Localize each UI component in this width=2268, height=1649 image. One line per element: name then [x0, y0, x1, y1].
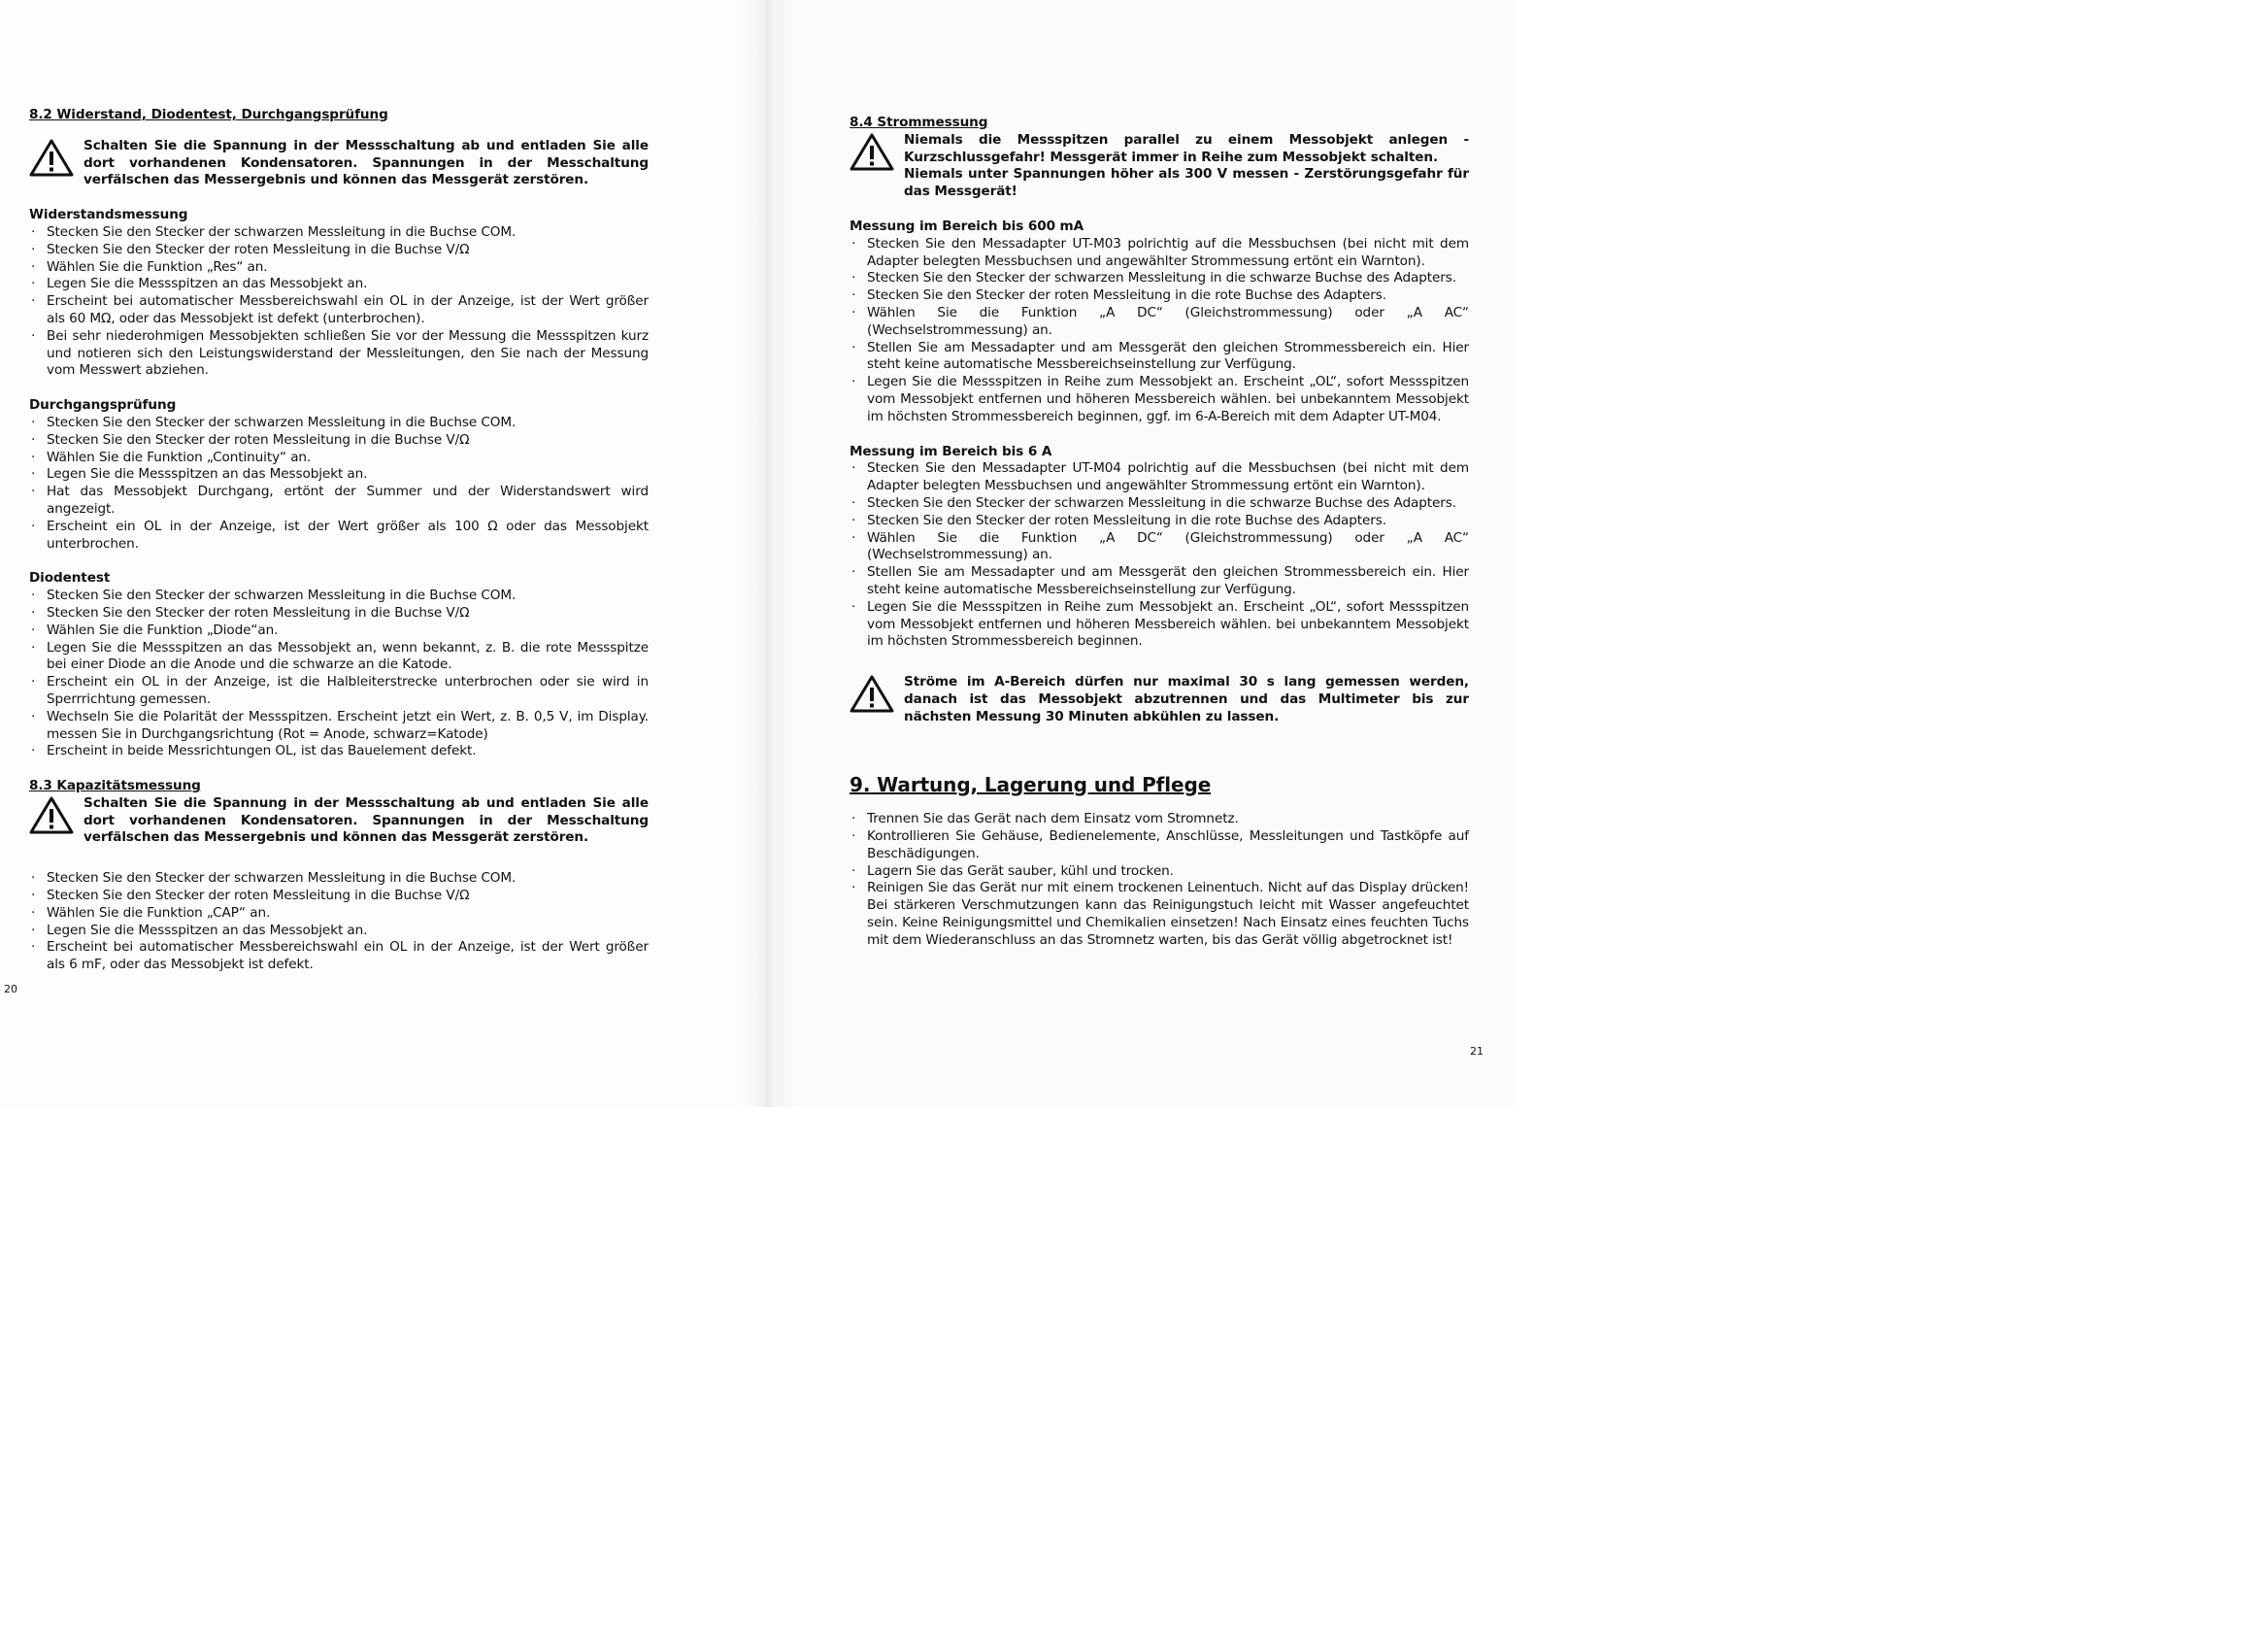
subsection-title: Messung im Bereich bis 6 A [850, 443, 1052, 459]
list-item: · Trennen Sie das Gerät nach dem Einsatz vom Stromnetz. [850, 811, 1469, 828]
warning-text: Ströme im A-Bereich dürfen nur maximal 30 s lang gemessen werden, danach ist das Messobjekt abzutrennen und das Multimeter bis zur nächsten Messung 30 Minuten abkühlen zu lassen. [904, 674, 1469, 724]
list-item: · Stecken Sie den Stecker der schwarzen Messleitung in die Buchse COM. [29, 870, 649, 888]
list-item: · Erscheint in beide Messrichtungen OL, ist das Bauelement defekt. [29, 743, 649, 760]
subsection-title: Diodentest [29, 570, 111, 587]
subsection-title: Messung im Bereich bis 600 mA [850, 218, 1084, 234]
list-item: · Stecken Sie den Stecker der roten Messleitung in die rote Buchse des Adapters. [850, 513, 1469, 530]
durchgang-list [29, 415, 649, 553]
list-item: · Stecken Sie den Stecker der schwarzen Messleitung in die schwarze Buchse des Adapters. [850, 270, 1469, 287]
list-item: · Wählen Sie die Funktion „Continuity“ an. [29, 450, 649, 467]
list-item: · Legen Sie die Messspitzen an das Messobjekt an. [29, 923, 649, 940]
section-8-4-title: 8.4 Strommessung [850, 115, 988, 130]
list-item: · Wählen Sie die Funktion „CAP“ an. [29, 905, 649, 923]
list-item: · Legen Sie die Messspitzen in Reihe zum Messobjekt an. Erscheint „OL“, sofort Messspitzen vom Messobjekt entfernen und höheren Messbereich wählen. bei unbekanntem Messobjekt im höchsten Strommessbereich beginnen, ggf. im 6-A-Bereich mit dem Adapter UT-M04. [850, 374, 1469, 425]
list-item: · Wechseln Sie die Polarität der Messspitzen. Erscheint jetzt ein Wert, z. B. 0,5 V, im Display. messen Sie in Durchgangsrichtung (Rot = Anode, schwarz=Katode) [29, 709, 649, 744]
subsection-title: Widerstandsmessung [29, 207, 188, 223]
list-item: · Hat das Messobjekt Durchgang, ertönt der Summer und der Widerstandswert wird angezeigt. [29, 484, 649, 519]
list-item: · Legen Sie die Messspitzen an das Messobjekt an. [29, 466, 649, 484]
list-item: · Stecken Sie den Stecker der schwarzen Messleitung in die Buchse COM. [29, 224, 649, 242]
right-column [850, 115, 1469, 950]
list-item: · Erscheint bei automatischer Messbereichswahl ein OL in der Anzeige, ist der Wert größer als 6 mF, oder das Messobjekt ist defekt. [29, 939, 649, 974]
list-item: · Stecken Sie den Stecker der roten Messleitung in die rote Buchse des Adapters. [850, 287, 1469, 305]
list-item: · Stecken Sie den Stecker der schwarzen Messleitung in die Buchse COM. [29, 588, 649, 605]
list-item: · Stecken Sie den Stecker der roten Messleitung in die Buchse V/Ω [29, 432, 649, 450]
list-item: · Legen Sie die Messspitzen an das Messobjekt an, wenn bekannt, z. B. die rote Messspitze bei einer Diode an die Anode und die schwarze an die Katode. [29, 640, 649, 675]
manual-spread [0, 0, 1515, 1107]
list-item: · Wählen Sie die Funktion „A DC“ (Gleichstrommessung) oder „A AC“ (Wechselstrommessung) an. [850, 305, 1469, 340]
bereich-6a-list [850, 460, 1469, 651]
list-item: · Reinigen Sie das Gerät nur mit einem trockenen Leinentuch. Nicht auf das Display drücken! Bei stärkeren Verschmutzungen kann das Reinigungstuch leicht mit Wasser angefeuchtet sein. Keine Reinigungsmittel und Chemikalien einsetzen! Nach Einsatz eines feuchten Tuchs mit dem Wiederanschluss an das Stromnetz warten, bis das Gerät völlig abgetrocknet ist! [850, 880, 1469, 949]
list-item: · Stecken Sie den Stecker der roten Messleitung in die Buchse V/Ω [29, 605, 649, 623]
list-item: · Erscheint ein OL in der Anzeige, ist die Halbleiterstrecke unterbrochen oder sie wird in Sperrrichtung gemessen. [29, 674, 649, 709]
list-item: · Legen Sie die Messspitzen in Reihe zum Messobjekt an. Erscheint „OL“, sofort Messspitzen vom Messobjekt entfernen und höheren Messbereich wählen. bei unbekanntem Messobjekt im höchsten Strommessbereich beginnen. [850, 599, 1469, 651]
bereich-600ma-list [850, 236, 1469, 426]
warning-triangle-icon [850, 674, 904, 713]
subsection-title: Durchgangsprüfung [29, 397, 177, 414]
list-item: · Erscheint ein OL in der Anzeige, ist der Wert größer als 100 Ω oder das Messobjekt unterbrochen. [29, 519, 649, 554]
list-item: · Stecken Sie den Stecker der roten Messleitung in die Buchse V/Ω [29, 242, 649, 259]
list-item: · Kontrollieren Sie Gehäuse, Bedienelemente, Anschlüsse, Messleitungen und Tastköpfe auf Beschädigungen. [850, 828, 1469, 863]
warning-text: Schalten Sie die Spannung in der Messschaltung ab und entladen Sie alle dort vorhandenen Kondensatoren. Spannungen in der Messchaltung verfälschen das Messergebnis und können das Messgerät zerstören. [83, 137, 649, 188]
page-gutter [738, 0, 796, 1107]
wartung-list [850, 811, 1469, 949]
warning-text: Schalten Sie die Spannung in der Messschaltung ab und entladen Sie alle dort vorhandenen Kondensatoren. Spannungen in der Messchaltung verfälschen das Messergebnis und können das Messgerät zerstören. [83, 794, 649, 846]
list-item: · Wählen Sie die Funktion „Diode“an. [29, 623, 649, 640]
kapazitaet-list [29, 870, 649, 974]
list-item: · Wählen Sie die Funktion „A DC“ (Gleichstrommessung) oder „A AC“ (Wechselstrommessung) an. [850, 530, 1469, 565]
diodentest-list [29, 588, 649, 760]
list-item: · Legen Sie die Messspitzen an das Messobjekt an. [29, 276, 649, 293]
section-9-title: 9. Wartung, Lagerung und Pflege [850, 772, 1212, 796]
warning-text [904, 132, 1469, 201]
warning-line: Niemals unter Spannungen höher als 300 V messen - Zerstörungsgefahr für das Messgerät! [904, 166, 1469, 200]
warning-block-8-2 [29, 138, 649, 189]
warning-line: Niemals die Messspitzen parallel zu einem Messobjekt anlegen - Kurzschlussgefahr! Messgerät immer in Reihe zum Messobjekt schalten. [904, 131, 1469, 165]
warning-triangle-icon [29, 138, 83, 177]
warning-block-8-4 [850, 132, 1469, 201]
list-item: · Stecken Sie den Stecker der roten Messleitung in die Buchse V/Ω [29, 888, 649, 905]
list-item: · Stecken Sie den Messadapter UT-M03 polrichtig auf die Messbuchsen (bei nicht mit dem Adapter belegten Messbuchsen und angewählter Strommessung ertönt ein Warnton). [850, 236, 1469, 271]
list-item: · Bei sehr niederohmigen Messobjekten schließen Sie vor der Messung die Messspitzen kurz und notieren sich den Leistungswiderstand der Messleitungen, den Sie nach der Messung vom Messwert abziehen. [29, 328, 649, 380]
section-8-3-title: 8.3 Kapazitätsmessung [29, 778, 201, 794]
section-8-2-title: 8.2 Widerstand, Diodentest, Durchgangsprüfung [29, 107, 388, 122]
list-item: · Stecken Sie den Messadapter UT-M04 polrichtig auf die Messbuchsen (bei nicht mit dem Adapter belegten Messbuchsen und angewählter Strommessung ertönt ein Warnton). [850, 460, 1469, 495]
warning-triangle-icon [850, 132, 904, 171]
list-item: · Stecken Sie den Stecker der schwarzen Messleitung in die schwarze Buchse des Adapters. [850, 495, 1469, 513]
list-item: · Lagern Sie das Gerät sauber, kühl und trocken. [850, 863, 1469, 881]
page-number-left: 20 [4, 983, 17, 995]
left-column [29, 107, 649, 974]
widerstand-list [29, 224, 649, 380]
list-item: · Stecken Sie den Stecker der schwarzen Messleitung in die Buchse COM. [29, 415, 649, 432]
page-number-right: 21 [1470, 1045, 1484, 1058]
list-item: · Stellen Sie am Messadapter und am Messgerät den gleichen Strommessbereich ein. Hier steht keine automatische Messbereichseinstellung zur Verfügung. [850, 340, 1469, 375]
warning-block-8-3 [29, 795, 649, 847]
list-item: · Stellen Sie am Messadapter und am Messgerät den gleichen Strommessbereich ein. Hier steht keine automatische Messbereichseinstellung zur Verfügung. [850, 564, 1469, 599]
list-item: · Wählen Sie die Funktion „Res“ an. [29, 259, 649, 277]
warning-block-strom [850, 674, 1469, 725]
list-item: · Erscheint bei automatischer Messbereichswahl ein OL in der Anzeige, ist der Wert größer als 60 MΩ, oder das Messobjekt ist defekt (unterbrochen). [29, 293, 649, 328]
warning-triangle-icon [29, 795, 83, 834]
